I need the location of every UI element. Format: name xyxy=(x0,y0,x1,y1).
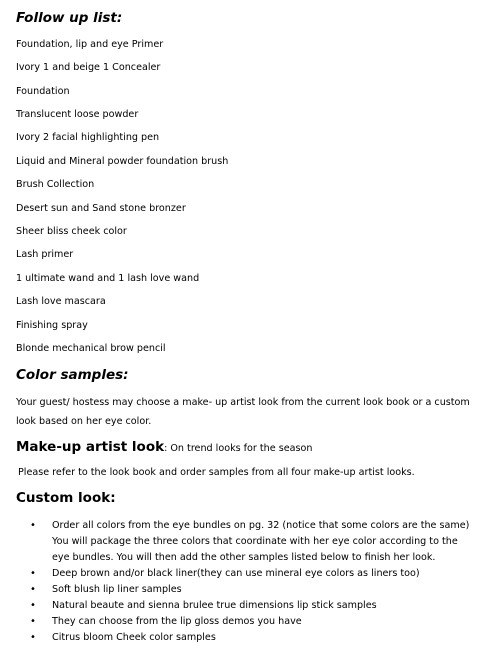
list-item: • Soft blush lip liner samples xyxy=(30,582,470,598)
list-item: • They can choose from the lip gloss demos you have xyxy=(30,614,470,630)
follow-up-item: Foundation xyxy=(16,86,70,97)
list-item: • Citrus bloom Cheek color samples xyxy=(30,630,470,646)
list-item: • Deep brown and/or black liner(they can use mineral eye colors as liners too) xyxy=(30,566,470,582)
follow-up-item: Lash primer xyxy=(16,249,74,260)
follow-up-item: Ivory 2 facial highlighting pen xyxy=(16,132,160,143)
follow-up-item: Finishing spray xyxy=(16,320,88,331)
custom-look-heading: Custom look: xyxy=(16,490,116,506)
follow-up-item: Foundation, lip and eye Primer xyxy=(16,39,164,50)
makeup-artist-title: Make-up artist look xyxy=(16,439,165,455)
follow-up-item: Liquid and Mineral powder foundation brush xyxy=(16,156,229,167)
list-item: • Natural beaute and sienna brulee true dimensions lip stick samples xyxy=(30,598,470,614)
makeup-artist-heading xyxy=(16,436,312,455)
follow-up-item: Brush Collection xyxy=(16,179,95,190)
follow-up-item: Sheer bliss cheek color xyxy=(16,226,127,237)
follow-up-item: Translucent loose powder xyxy=(16,109,139,120)
color-samples-text: Your guest/ hostess may choose a make- up artist look from the current look book or a custom look based on her eye color. xyxy=(16,397,470,427)
follow-up-item: Blonde mechanical brow pencil xyxy=(16,343,166,354)
list-item: • Order all colors from the eye bundles on pg. 32 (notice that some colors are the same) You will package the three colors that coordinate with her eye color according to the eye bundles. You will then add the other samples listed below to finish her look. xyxy=(30,518,470,566)
follow-up-item: Lash love mascara xyxy=(16,296,106,307)
follow-up-item: Ivory 1 and beige 1 Concealer xyxy=(16,62,161,73)
follow-up-heading: Follow up list: xyxy=(16,10,123,26)
follow-up-item: 1 ultimate wand and 1 lash love wand xyxy=(16,273,200,284)
makeup-artist-text: Please refer to the look book and order samples from all four make-up artist looks. xyxy=(18,467,415,478)
makeup-artist-subtitle: : On trend looks for the season xyxy=(164,443,313,454)
color-samples-heading: Color samples: xyxy=(16,367,129,383)
custom-look-list xyxy=(30,518,470,646)
follow-up-item: Desert sun and Sand stone bronzer xyxy=(16,203,186,214)
